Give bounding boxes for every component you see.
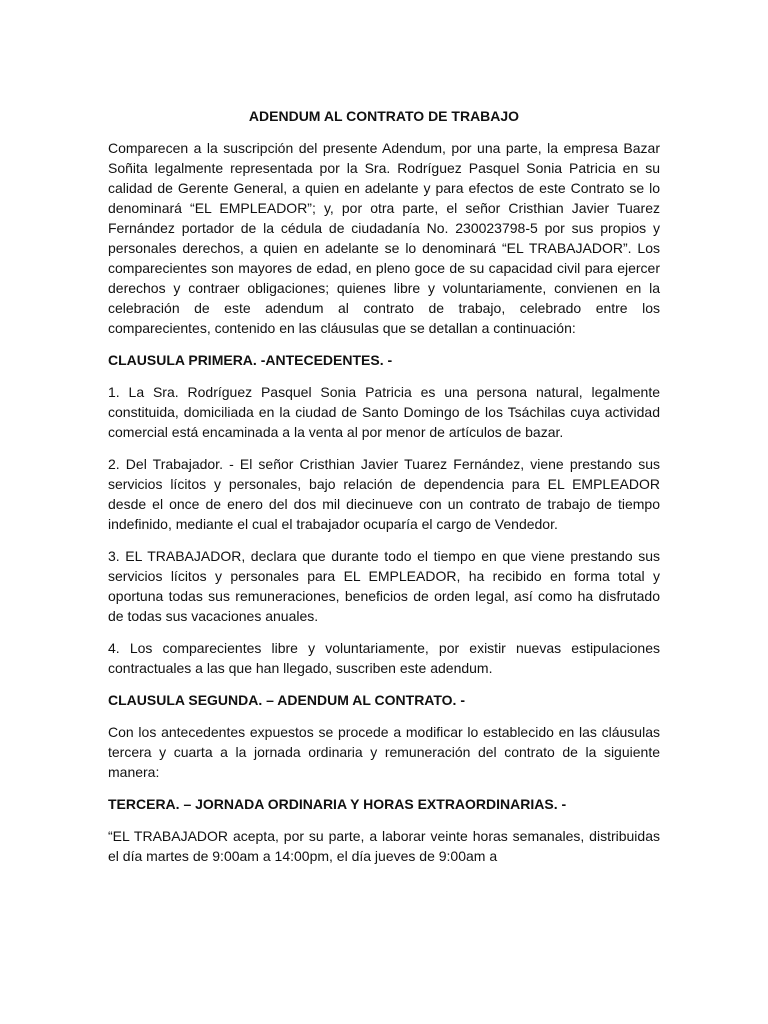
clause-one-item-3: 3. EL TRABAJADOR, declara que durante todo el tiempo en que viene prestando sus servicios lícitos y personales para EL EMPLEADOR, ha recibido en forma total y oportuna todas sus remuneraciones, beneficios de orden legal, así como ha disfrutado de todas sus vacaciones anuales. — [108, 548, 660, 624]
document-page — [108, 106, 660, 878]
clause-three-paragraph: “EL TRABAJADOR acepta, por su parte, a laborar veinte horas semanales, distribuidas el día martes de 9:00am a 14:00pm, el día jueves de 9:00am a — [108, 828, 660, 864]
clause-one-item-2: 2. Del Trabajador. - El señor Cristhian Javier Tuarez Fernández, viene prestando sus servicios lícitos y personales, bajo relación de dependencia para EL EMPLEADOR desde el once de enero del dos mil diecinueve con un contrato de trabajo de tiempo indefinido, mediante el cual el trabajador ocuparía el cargo de Vendedor. — [108, 456, 660, 532]
clause-two-heading: CLAUSULA SEGUNDA. – ADENDUM AL CONTRATO. - — [108, 692, 465, 708]
clause-one-item-4: 4. Los comparecientes libre y voluntariamente, por existir nuevas estipulaciones contractuales a las que han llegado, suscriben este adendum. — [108, 640, 660, 676]
intro-paragraph: Comparecen a la suscripción del presente Adendum, por una parte, la empresa Bazar Soñita legalmente representada por la Sra. Rodríguez Pasquel Sonia Patricia en su calidad de Gerente General, a quien en adelante y para efectos de este Contrato se lo denominará “EL EMPLEADOR”; y, por otra parte, el señor Cristhian Javier Tuarez Fernández portador de la cédula de ciudadanía No. 230023798-5 por sus propios y personales derechos, a quien en adelante se lo denominará “EL TRABAJADOR”. Los comparecientes son mayores de edad, en pleno goce de su capacidad civil para ejercer derechos y contraer obligaciones; quienes libre y voluntariamente, convienen en la celebración de este adendum al contrato de trabajo, celebrado entre los comparecientes, contenido en las cláusulas que se detallan a continuación: — [108, 140, 660, 336]
clause-one-item-1: 1. La Sra. Rodríguez Pasquel Sonia Patricia es una persona natural, legalmente constituida, domiciliada en la ciudad de Santo Domingo de los Tsáchilas cuya actividad comercial está encaminada a la venta al por menor de artículos de bazar. — [108, 384, 660, 440]
clause-two-paragraph: Con los antecedentes expuestos se procede a modificar lo establecido en las cláusulas tercera y cuarta a la jornada ordinaria y remuneración del contrato de la siguiente manera: — [108, 724, 660, 780]
document-title: ADENDUM AL CONTRATO DE TRABAJO — [248, 108, 520, 124]
clause-three-heading: TERCERA. – JORNADA ORDINARIA Y HORAS EXTRAORDINARIAS. - — [108, 796, 567, 812]
clause-one-heading: CLAUSULA PRIMERA. -ANTECEDENTES. - — [108, 352, 393, 368]
